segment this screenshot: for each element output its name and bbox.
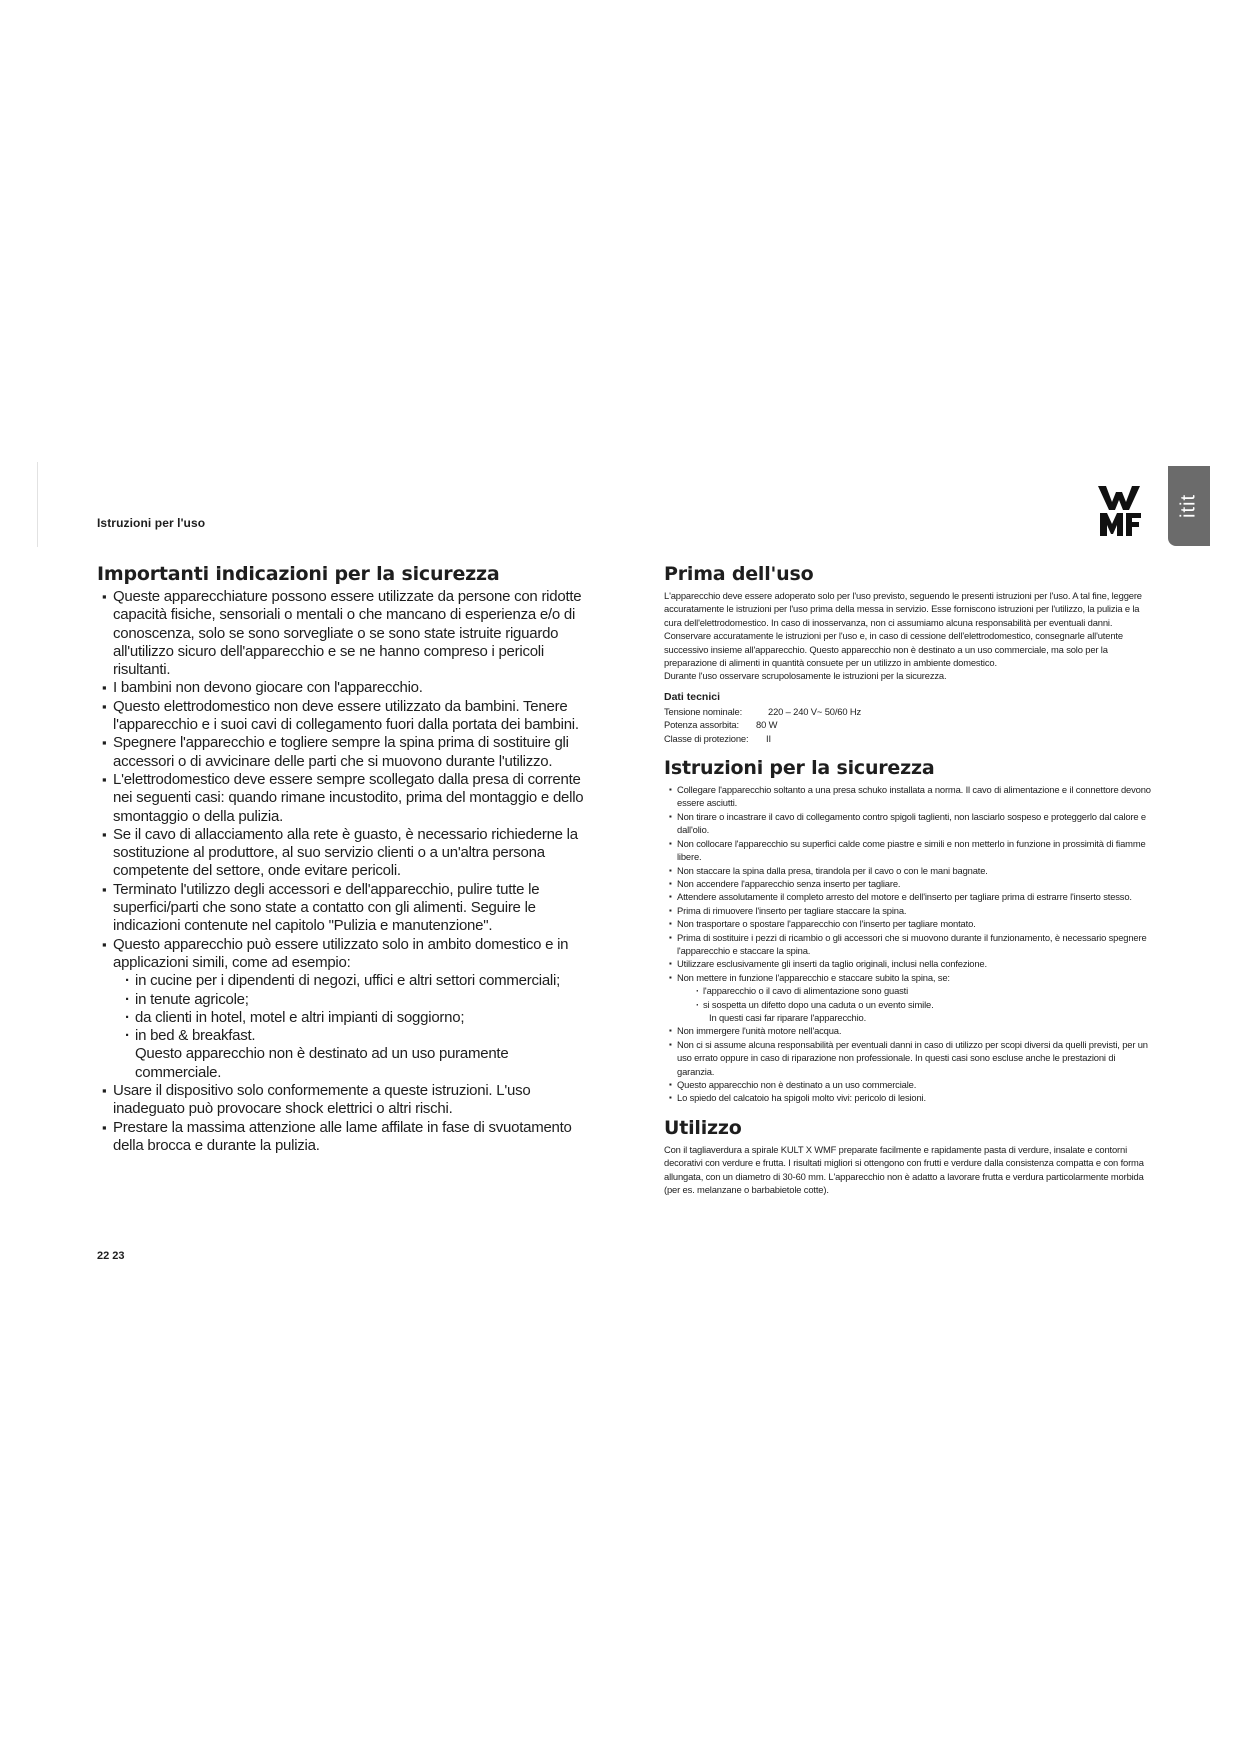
page-numbers: 22 23 <box>97 1250 125 1262</box>
prima-text: L'apparecchio deve essere adoperato solo per l'uso previsto, seguendo le presenti istruzioni per l'uso. A tal fine, leggere accuratamente le istruzioni per l'uso prima della messa in servizio. Esse forniscono istruzioni per l'utilizzo, la pulizia e la cura dell'elettrodomestico. In caso di inosservanza, non ci assumiamo alcuna responsabilità per eventuali danni. Conservare accuratamente le istruzioni per l'uso e, in caso di cessione dell'elettrodomestico, consegnarle all'utente successivo insieme all'apparecchio. Questo apparecchio non è destinato a un uso commerciale, ma solo per la preparazione di alimenti in quantità consuete per un utilizzo in ambiente domestico. <box>664 590 1142 669</box>
list-item: ▪ L'elettrodomestico deve essere sempre scollegato dalla presa di corrente nei seguenti casi: quando rimane incustodito, prima del montaggio e dello smontaggio o della pulizia. <box>97 771 597 826</box>
sub-list-item: · l'apparecchio o il cavo di alimentazione sono guasti <box>677 984 1154 997</box>
sub-list-item: · in bed & breakfast. <box>113 1027 597 1045</box>
spec-row <box>664 705 1154 718</box>
list-item: ▪ Non staccare la spina dalla presa, tirandola per il cavo o con le mani bagnate. <box>664 864 1154 877</box>
list-item: ▪ Non immergere l'unità motore nell'acqua. <box>664 1024 1154 1037</box>
list-item: ▪ Questo elettrodomestico non deve essere utilizzato da bambini. Tenere l'apparecchio e i suoi cavi di collegamento fuori dalla portata dei bambini. <box>97 698 597 735</box>
list-item: ▪ Prestare la massima attenzione alle lame affilate in fase di svuotamento della brocca e durante la pulizia. <box>97 1119 597 1156</box>
sub-list-item: · si sospetta un difetto dopo una caduta o un evento simile. <box>677 998 1154 1011</box>
spec-value: 80 W <box>756 719 778 731</box>
right-column <box>664 562 1154 1196</box>
list-item: ▪ Non ci si assume alcuna responsabilità per eventuali danni in caso di utilizzo per scopi diversi da quelli previsti, per un uso errato oppure in caso di riparazione non professionale. In questi casi sono escluse anche le prestazioni di garanzia. <box>664 1038 1154 1078</box>
list-item: ▪ Utilizzare esclusivamente gli inserti da taglio originali, inclusi nella confezione. <box>664 957 1154 970</box>
list-item-text: Questo apparecchio può essere utilizzato solo in ambito domestico e in applicazioni simili, come ad esempio: <box>113 935 569 971</box>
spec-value: 220 – 240 V~ 50/60 Hz <box>768 705 862 717</box>
prima-heading: Prima dell'uso <box>664 563 814 585</box>
list-item: ▪ Se il cavo di allacciamento alla rete è guasto, è necessario richiederne la sostituzione al produttore, al suo servizio clienti o a un'altra persona competente del settore, onde evitare pericoli. <box>97 826 597 881</box>
spec-value: II <box>766 732 771 744</box>
list-item: ▪ Prima di rimuovere l'inserto per tagliare staccare la spina. <box>664 904 1154 917</box>
sicurezza-heading: Istruzioni per la sicurezza <box>664 757 935 780</box>
spec-row <box>664 732 1154 745</box>
list-item: ▪ Non trasportare o spostare l'apparecchio con l'inserto per tagliare montato. <box>664 917 1154 930</box>
dati-tecnici-heading: Dati tecnici <box>664 690 721 703</box>
list-item: ▪ Usare il dispositivo solo conformemente a queste istruzioni. L'uso inadeguato può provocare shock elettrici o altri rischi. <box>97 1082 597 1119</box>
page-edge-line <box>37 462 38 547</box>
sub-list <box>113 972 597 1045</box>
sub-list-item: · in tenute agricole; <box>113 991 597 1009</box>
spec-label: Tensione nominale: <box>664 705 743 717</box>
header-title: Istruzioni per l'uso <box>97 516 206 530</box>
list-item: ▪ Terminato l'utilizzo degli accessori e dell'apparecchio, pulire tutte le superfici/parti che sono state a contatto con gli alimenti. Seguire le indicazioni contenute nel capitolo "Pulizia e manutenzione". <box>97 881 597 936</box>
wmf-logo <box>1098 486 1142 536</box>
utilizzo-text: Con il tagliaverdura a spirale KULT X WMF preparate facilmente e rapidamente pasta di verdure, insalate e contorni decorativi con verdure e frutta. I risultati migliori si ottengono con frutti e verdure dalla consistenza compatta e con forma allungata, con un diametro di 30-60 mm. L'apparecchio non è adatto a lavorare frutta e verdura particolarmente morbida (per es. melanzane o barbabietole cotte). <box>664 1143 1144 1196</box>
sub-note: Questo apparecchio non è destinato ad un uso puramente commerciale. <box>135 1045 509 1081</box>
specs-table <box>664 705 1154 745</box>
list-item: ▪ Queste apparecchiature possono essere utilizzate da persone con ridotte capacità fisiche, sensoriali o mentali o che mancano di esperienza e/o di conoscenza, solo se sono sorvegliate o se sono state istruite riguardo all'utilizzo sicuro dell'apparecchio e se ne hanno compreso i pericoli risultanti. <box>97 588 597 679</box>
language-tab-label: itit <box>1177 494 1200 518</box>
list-item: ▪ Non tirare o incastrare il cavo di collegamento contro spigoli taglienti, non lasciarlo sospeso e proteggerlo dal calore e dall'olio. <box>664 810 1154 837</box>
list-item-text: Non mettere in funzione l'apparecchio e staccare subito la spina, se: <box>677 971 950 983</box>
spec-label: Potenza assorbita: <box>664 719 739 731</box>
sub-list-item: · da clienti in hotel, motel e altri impianti di soggiorno; <box>113 1009 597 1027</box>
list-item: ▪ Lo spiedo del calcatoio ha spigoli molto vivi: pericolo di lesioni. <box>664 1091 1154 1104</box>
list-item: ▪ Non collocare l'apparecchio su superfici calde come piastre e simili e non metterlo in funzione in prossimità di fiamme libere. <box>664 837 1154 864</box>
list-item: ▪ I bambini non devono giocare con l'apparecchio. <box>97 679 597 697</box>
list-item <box>97 936 597 1082</box>
spec-label: Classe di protezione: <box>664 732 749 744</box>
list-item: ▪ Spegnere l'apparecchio e togliere sempre la spina prima di sostituire gli accessori o di avvicinare delle parti che si muovono durante l'utilizzo. <box>97 734 597 771</box>
list-item: ▪ Questo apparecchio non è destinato a un uso commerciale. <box>664 1078 1154 1091</box>
list-item: ▪ Non accendere l'apparecchio senza inserto per tagliare. <box>664 877 1154 890</box>
prima-text-2: Durante l'uso osservare scrupolosamente le istruzioni per la sicurezza. <box>664 670 947 682</box>
list-item <box>664 971 1154 1025</box>
sub-list-item: · in cucine per i dipendenti di negozi, uffici e altri settori commerciali; <box>113 972 597 990</box>
sub-note: In questi casi far riparare l'apparecchio. <box>709 1011 867 1023</box>
left-column <box>97 562 597 1155</box>
spec-row <box>664 718 1154 731</box>
sub-list <box>677 984 1154 1011</box>
safety-heading: Importanti indicazioni per la sicurezza <box>97 563 500 585</box>
list-item: ▪ Attendere assolutamente il completo arresto del motore e dell'inserto per tagliare prima di estrarre l'inserto stesso. <box>664 890 1154 903</box>
safety-list <box>97 588 597 1155</box>
utilizzo-heading: Utilizzo <box>664 1116 742 1139</box>
sicurezza-list <box>664 783 1154 1105</box>
list-item: ▪ Collegare l'apparecchio soltanto a una presa schuko installata a norma. Il cavo di alimentazione e il connettore devono essere asciutti. <box>664 783 1154 810</box>
language-tab[interactable] <box>1168 466 1210 546</box>
list-item: ▪ Prima di sostituire i pezzi di ricambio o gli accessori che si muovono durante il funzionamento, è necessario spegnere l'apparecchio e staccare la spina. <box>664 931 1154 958</box>
